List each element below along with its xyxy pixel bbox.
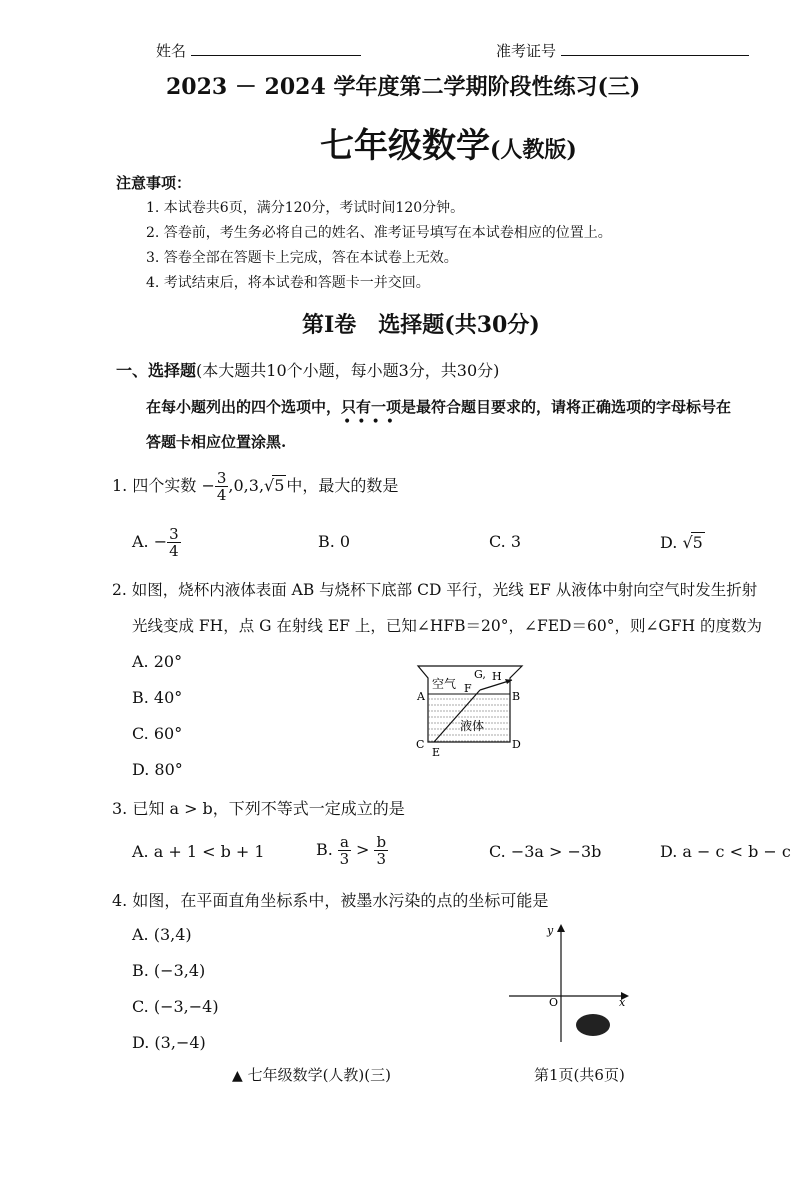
notice-item: 4. 考试结束后，将本试卷和答题卡一并交回。 <box>146 275 430 291</box>
instruction-line-1: 在每小题列出的四个选项中，只有一项是最符合题目要求的，请将正确选项的字母标号在 <box>146 398 732 416</box>
footer-left <box>232 1064 391 1085</box>
origin-label: O <box>549 996 559 1009</box>
label-c: C <box>416 738 425 751</box>
q1-option-a-label: A. − <box>132 532 168 551</box>
q3-right-num: b <box>376 833 387 851</box>
y-label: y <box>547 924 554 937</box>
q3-operator: > <box>355 840 370 859</box>
section-title: 第Ⅰ卷 选择题(共30分) <box>302 312 540 338</box>
notice-heading: 注意事项： <box>116 174 192 192</box>
exam-id-blank <box>561 55 749 56</box>
name-blank <box>191 55 361 56</box>
label-a: A <box>417 690 425 703</box>
label-b: B <box>512 690 521 703</box>
page-number: 第1页(共6页) <box>534 1066 625 1084</box>
part-note: (本大题共10个小题，每小题3分，共30分) <box>196 361 500 380</box>
q1-fraction-num: 3 <box>216 469 227 487</box>
exam-id-label: 准考证号 <box>496 42 557 60</box>
y-arrow <box>557 924 565 932</box>
q3-right-den: 3 <box>376 850 387 868</box>
x-label: x <box>619 996 626 1009</box>
q3-option-a: A. a + 1 < b + 1 <box>132 842 265 861</box>
warning-triangle-icon: ▲ <box>232 1068 243 1084</box>
radical-sign: √ <box>682 533 693 552</box>
notice-item: 1. 本试卷共6页，满分120分，考试时间120分钟。 <box>146 200 465 216</box>
label-h: H <box>492 670 502 683</box>
q4-option-c: C. (−3,−4) <box>132 997 219 1016</box>
edition-label: (人教版) <box>490 137 577 163</box>
subject-title <box>320 118 577 167</box>
q3-fraction-left <box>338 834 351 867</box>
q1-fraction <box>215 470 229 503</box>
q1-option-a-num: 3 <box>169 525 179 543</box>
q4-option-a: A. (3,4) <box>132 925 192 944</box>
notice-item: 2. 答卷前，考生务必将自己的姓名、准考证号填写在本试卷相应的位置上。 <box>146 225 612 241</box>
q1-option-b: B. 0 <box>318 532 351 551</box>
part-label: 一、选择题 <box>116 361 197 380</box>
label-g: G, <box>474 668 486 681</box>
q2-option-b: B. 40° <box>132 688 183 707</box>
q4-option-b: B. (−3,4) <box>132 961 206 980</box>
question-2-line-1: 2. 如图，烧杯内液体表面 AB 与烧杯下底部 CD 平行，光线 EF 从液体中射向空气时发生折射 <box>112 581 758 599</box>
notice-item: 3. 答卷全部在答题卡上完成，答在本试卷上无效。 <box>146 250 458 266</box>
question-3-stem: 3. 已知 a > b，下列不等式一定成立的是 <box>112 799 405 818</box>
q3-option-b-label: B. <box>316 840 333 859</box>
label-d: D <box>512 738 521 751</box>
q1-fraction-den: 4 <box>216 486 227 504</box>
emphasis-dots: •••• <box>343 414 401 430</box>
q2-option-a: A. 20° <box>132 652 183 671</box>
part-heading <box>116 358 499 381</box>
footer-subject: 七年级数学(人教)(三) <box>247 1066 391 1084</box>
q2-option-c: C. 60° <box>132 724 183 743</box>
question-4-stem: 4. 如图，在平面直角坐标系中，被墨水污染的点的坐标可能是 <box>112 891 549 910</box>
label-e: E <box>432 746 441 759</box>
ink-blot <box>576 1014 610 1036</box>
q1-sqrt-value: 5 <box>274 476 285 495</box>
q1-option-d-sqrt: 5 <box>692 533 703 552</box>
q1-option-d-label: D. <box>660 533 678 552</box>
q4-option-d: D. (3,−4) <box>132 1033 206 1052</box>
exam-title: 2023 － 2024 学年度第二学期阶段性练习(三) <box>166 74 641 100</box>
q1-option-a-den: 4 <box>169 542 179 560</box>
beaker-diagram <box>410 660 530 760</box>
q1-stem-part: ,0,3, <box>228 476 265 495</box>
instruction-line-2: 答题卡相应位置涂黑. <box>146 433 287 451</box>
liquid-label: 液体 <box>460 719 485 733</box>
q1-stem-part: 1. 四个实数 − <box>112 476 215 495</box>
q1-option-c: C. 3 <box>489 532 522 551</box>
q2-option-d: D. 80° <box>132 760 183 779</box>
q3-option-b <box>316 834 388 867</box>
coordinate-diagram <box>505 922 635 1044</box>
question-2-line-2: 光线变成 FH，点 G 在射线 EF 上，已知∠HFB＝20°，∠FED＝60°，则∠GFH 的度数为 <box>132 617 763 635</box>
q3-option-d: D. a − c < b − c <box>660 842 791 861</box>
q1-option-a-fraction <box>167 526 181 559</box>
name-field <box>156 40 361 61</box>
q3-left-den: 3 <box>339 850 350 868</box>
q1-option-a <box>132 526 181 559</box>
q3-option-c: C. −3a > −3b <box>489 842 602 861</box>
label-f: F <box>464 682 472 695</box>
question-1-stem <box>112 470 398 503</box>
subject-name: 七年级数学 <box>320 126 490 166</box>
air-label: 空气 <box>432 677 457 691</box>
radical-sign: √ <box>264 476 275 495</box>
q1-stem-part: 中，最大的数是 <box>286 476 399 495</box>
q3-left-num: a <box>339 833 349 851</box>
q3-fraction-right <box>374 834 388 867</box>
name-label: 姓名 <box>156 42 187 60</box>
exam-id-field <box>496 40 749 61</box>
q1-option-d <box>660 532 705 552</box>
